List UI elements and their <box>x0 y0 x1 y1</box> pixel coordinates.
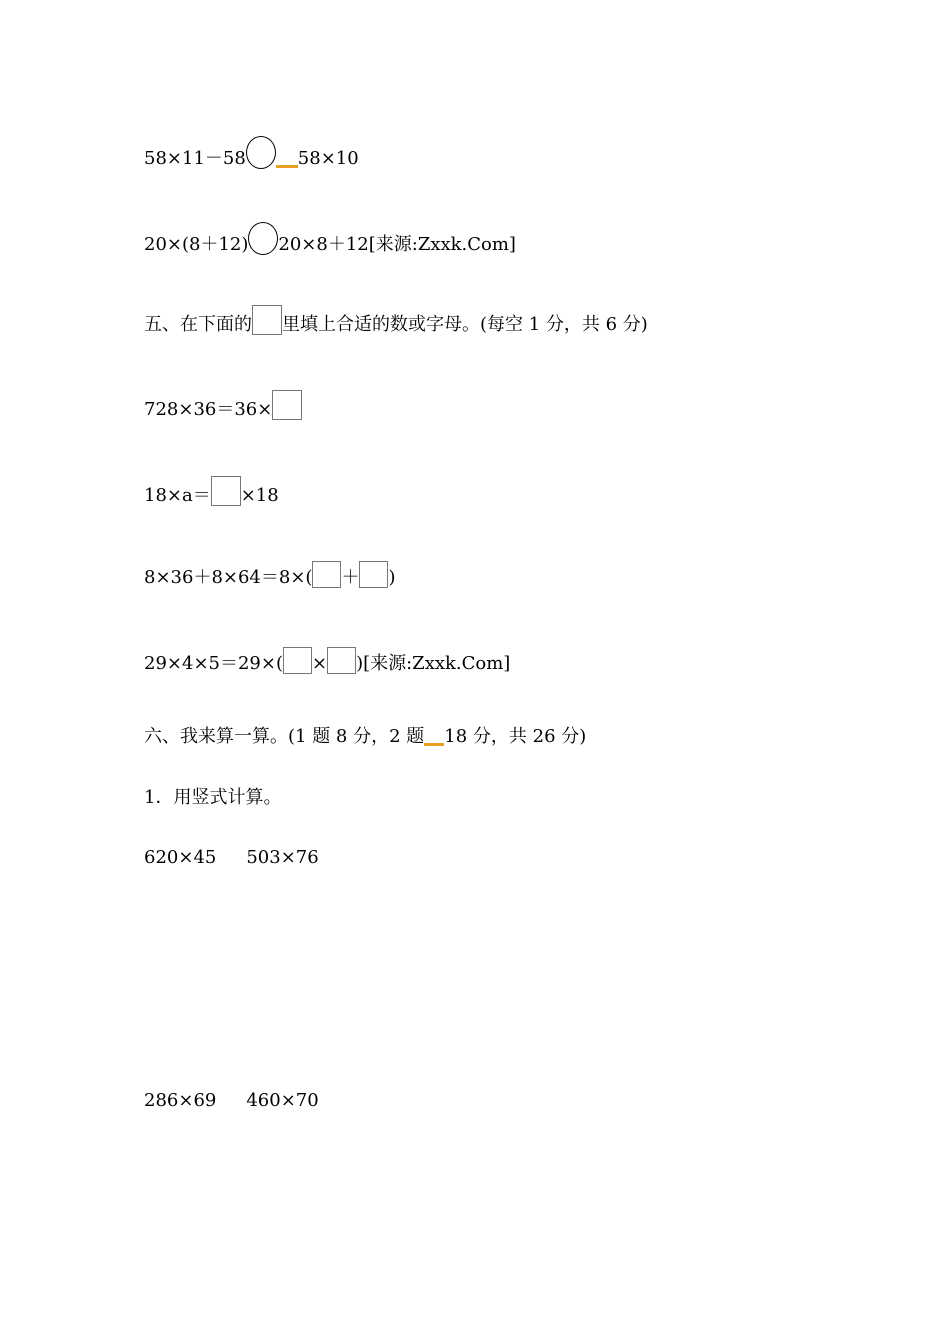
compare-circle-blank[interactable] <box>246 136 276 169</box>
heading-part-1: 六、我来算一算。(1 题 8 分，2 题 <box>144 726 425 747</box>
fill-line-3 <box>144 561 395 590</box>
compare-line-1 <box>144 136 359 171</box>
compare-line-2 <box>144 222 516 257</box>
question-1 <box>144 786 281 810</box>
fill-line-4 <box>144 647 510 676</box>
problem-row-1 <box>144 846 319 870</box>
fill-line-2 <box>144 476 279 508</box>
answer-box-1[interactable] <box>312 561 341 588</box>
underline-blank <box>276 165 298 168</box>
answer-box-2[interactable] <box>359 561 388 588</box>
heading-part-1: 五、在下面的 <box>144 314 252 335</box>
expression-left: 18×a＝ <box>144 485 211 506</box>
answer-box-1[interactable] <box>283 647 312 674</box>
compare-circle-blank[interactable] <box>248 222 278 255</box>
answer-box-2[interactable] <box>327 647 356 674</box>
fill-line-1 <box>144 390 302 422</box>
operator: × <box>311 653 328 674</box>
expression-right: 20×8＋12[来源:Zxxk.Com] <box>278 234 516 255</box>
problem-a: 620×45 <box>144 847 217 868</box>
expression-left: 29×4×5＝29×( <box>144 653 283 674</box>
underline-blank <box>424 743 444 746</box>
heading-part-2: 18 分，共 26 分) <box>444 726 587 747</box>
section-5-heading <box>144 305 648 337</box>
answer-box <box>252 305 282 335</box>
expression-end: ) <box>388 567 396 588</box>
problem-b: 460×70 <box>246 1090 319 1111</box>
heading-part-2: 里填上合适的数或字母。(每空 1 分，共 6 分) <box>282 314 648 335</box>
expression-right: ×18 <box>240 485 279 506</box>
problem-row-2 <box>144 1089 319 1113</box>
operator: ＋ <box>341 567 360 588</box>
answer-box[interactable] <box>272 390 302 420</box>
problem-b: 503×76 <box>246 847 319 868</box>
expression-left: 20×(8＋12) <box>144 234 249 255</box>
question-text: 1．用竖式计算。 <box>144 787 282 808</box>
problem-a: 286×69 <box>144 1090 217 1111</box>
answer-box[interactable] <box>211 476 241 506</box>
expression-right: 58×10 <box>297 148 359 169</box>
section-6-heading <box>144 725 586 749</box>
expression: 728×36＝36× <box>144 399 273 420</box>
expression-left: 58×11－58 <box>144 148 246 169</box>
expression-left: 8×36＋8×64＝8×( <box>144 567 313 588</box>
expression-end: )[来源:Zxxk.Com] <box>356 653 511 674</box>
